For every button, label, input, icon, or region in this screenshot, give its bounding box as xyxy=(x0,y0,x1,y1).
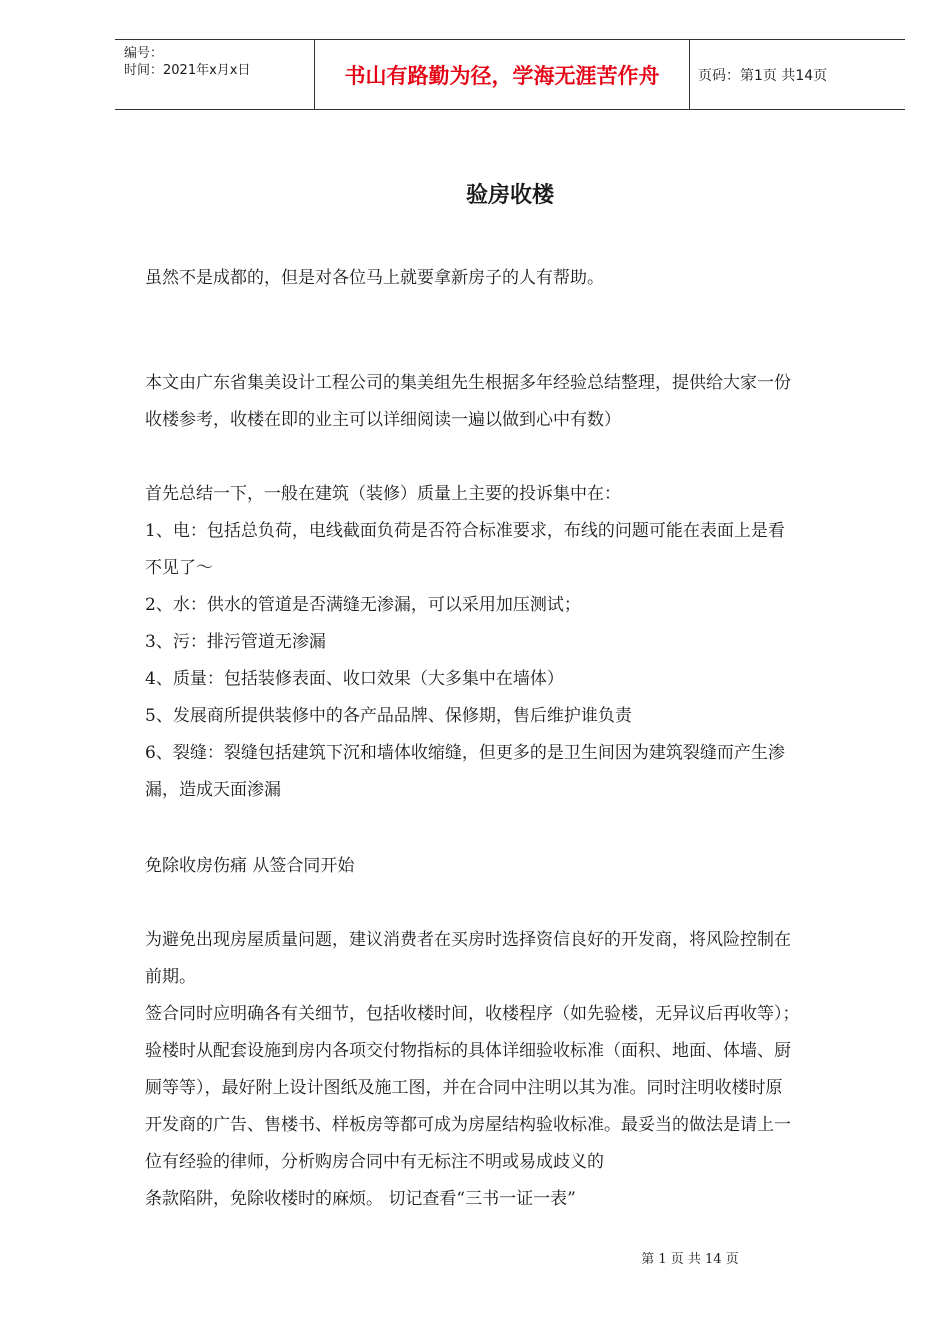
text-line: 开发商的广告、售楼书、样板房等都可成为房屋结构验收标准。最妥当的做法是请上一 xyxy=(145,1115,791,1135)
text-block xyxy=(145,848,880,885)
text-line: 漏，造成天面渗漏 xyxy=(145,780,281,800)
text-line: 厕等等），最好附上设计图纸及施工图，并在合同中注明以其为准。同时注明收楼时原 xyxy=(145,1078,783,1098)
text-line: 免除收房伤痛 从签合同开始 xyxy=(145,856,355,876)
page-footer: 第 1 页 共 14 页 xyxy=(641,1252,739,1267)
header-motto: 书山有路勤为径，学海无涯苦作舟 xyxy=(315,40,690,109)
text-block xyxy=(145,365,880,439)
text-line: 2、水：供水的管道是否满缝无渗漏，可以采用加压测试； xyxy=(145,595,581,615)
text-block xyxy=(145,260,880,297)
document-title: 验房收楼 xyxy=(465,183,554,208)
header-page-info: 页码：第1页 共14页 xyxy=(698,67,828,84)
text-line: 虽然不是成都的，但是对各位马上就要拿新房子的人有帮助。 xyxy=(145,268,604,288)
text-line: 位有经验的律师，分析购房合同中有无标注不明或易成歧义的 xyxy=(145,1152,604,1172)
text-line: 6、裂缝：裂缝包括建筑下沉和墙体收缩缝，但更多的是卫生间因为建筑裂缝而产生渗 xyxy=(145,743,785,763)
time-label: 时间：2021年x月x日 xyxy=(124,63,251,78)
document-header xyxy=(115,39,905,110)
text-block xyxy=(145,476,880,809)
text-line: 5、发展商所提供装修中的各产品品牌、保修期，售后维护谁负责 xyxy=(145,706,632,726)
text-line: 4、质量：包括装修表面、收口效果（大多集中在墙体） xyxy=(145,669,564,689)
text-line: 为避免出现房屋质量问题，建议消费者在买房时选择资信良好的开发商，将风险控制在 xyxy=(145,930,791,950)
text-line: 条款陷阱，免除收楼时的麻烦。 切记查看“三书一证一表” xyxy=(145,1189,576,1209)
text-line: 验楼时从配套设施到房内各项交付物指标的具体详细验收标准（面积、地面、体墙、厨 xyxy=(145,1041,791,1061)
text-line: 3、污：排污管道无渗漏 xyxy=(145,632,326,652)
text-line: 签合同时应明确各有关细节，包括收楼时间，收楼程序（如先验楼，无异议后再收等）； xyxy=(145,1004,800,1024)
header-meta xyxy=(115,40,315,109)
number-label: 编号： xyxy=(124,46,164,61)
text-line: 首先总结一下，一般在建筑（装修）质量上主要的投诉集中在： xyxy=(145,484,621,504)
text-line: 本文由广东省集美设计工程公司的集美组先生根据多年经验总结整理，提供给大家一份 xyxy=(145,373,791,393)
text-block xyxy=(145,922,880,1218)
text-line: 前期。 xyxy=(145,967,196,987)
text-line: 不见了～ xyxy=(145,558,213,578)
text-line: 1、电：包括总负荷，电线截面负荷是否符合标准要求，布线的问题可能在表面上是看 xyxy=(145,521,785,541)
text-line: 收楼参考，收楼在即的业主可以详细阅读一遍以做到心中有数） xyxy=(145,410,621,430)
